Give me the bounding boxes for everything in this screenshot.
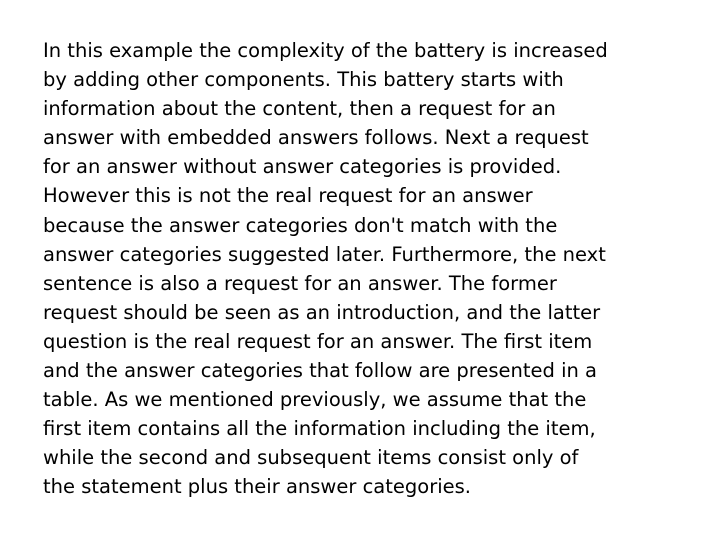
paragraph-line-11: question is the real request for an answer. The first item xyxy=(43,329,593,353)
paragraph-line-9: sentence is also a request for an answer. The former xyxy=(43,271,557,295)
paragraph-line-8: answer categories suggested later. Furthermore, the next xyxy=(43,242,606,266)
paragraph-line-1: In this example the complexity of the battery is increased xyxy=(43,39,608,62)
paragraph-line-6: However this is not the real request for an answer xyxy=(43,184,533,208)
paragraph-line-5: for an answer without answer categories is provided. xyxy=(43,155,562,179)
paragraph-line-4: answer with embedded answers follows. Next a request xyxy=(43,126,589,150)
paragraph-line-10: request should be seen as an introduction, and the latter xyxy=(43,300,601,324)
paragraph-line-15: while the second and subsequent items consist only of xyxy=(43,446,579,470)
paragraph-line-3: information about the content, then a request for an xyxy=(43,97,556,121)
paragraph-line-2: by adding other components. This battery starts with xyxy=(43,68,564,92)
paragraph-line-14: first item contains all the information including the item, xyxy=(43,417,596,441)
body-paragraph xyxy=(43,36,693,502)
paragraph-line-7: because the answer categories don't match with the xyxy=(43,213,558,237)
paragraph-line-13: table. As we mentioned previously, we assume that the xyxy=(43,388,587,412)
paragraph-line-16: the statement plus their answer categories. xyxy=(43,475,471,499)
paragraph-line-12: and the answer categories that follow are presented in a xyxy=(43,359,597,383)
